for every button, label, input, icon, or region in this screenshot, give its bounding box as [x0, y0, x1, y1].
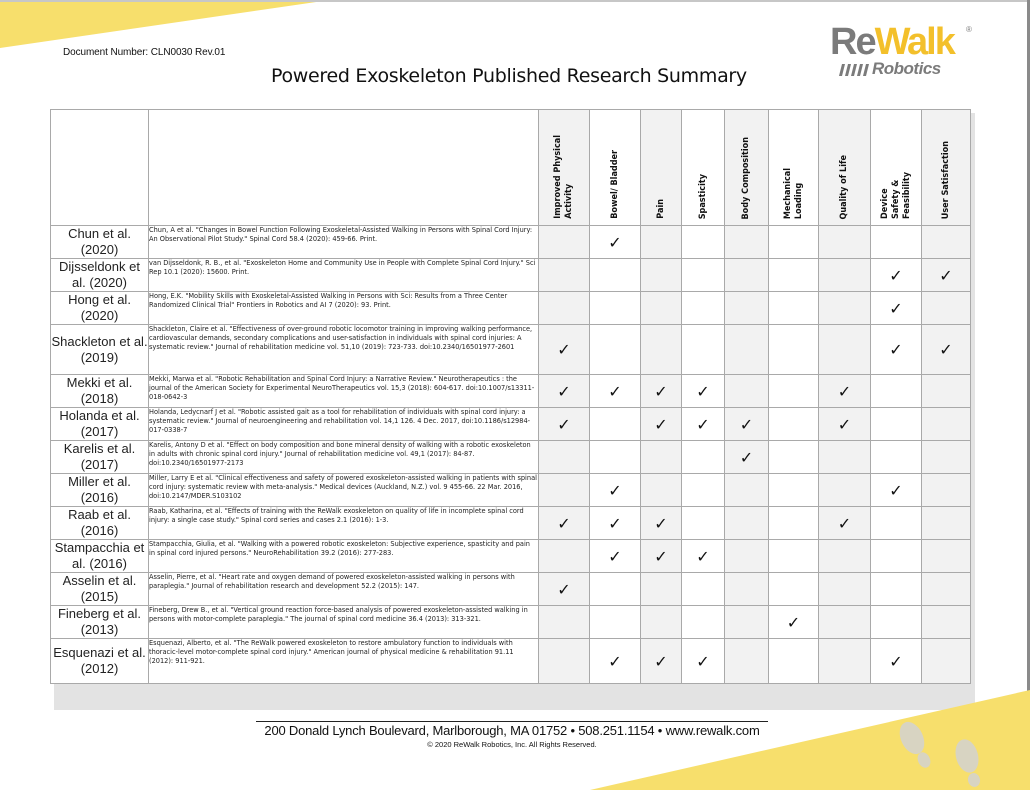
- check-mark-icon: ✓: [654, 546, 668, 566]
- row-citation: Stampacchia, Giulia, et al. "Walking with a powered robotic exoskeleton: Subjective experience, spasticity and pain in spinal cord injured persons." NeuroRehabilitation 39.2 (2016): 277-283.: [149, 540, 539, 573]
- row-author: Raab et al. (2016): [51, 507, 149, 540]
- check-cell: [871, 408, 922, 441]
- check-cell: [725, 408, 769, 441]
- table-body: [51, 226, 971, 684]
- check-mark-icon: ✓: [557, 340, 571, 359]
- check-cell: [590, 259, 641, 292]
- row-author: Dijsseldonk et al. (2020): [51, 259, 149, 292]
- check-cell: [682, 408, 725, 441]
- check-cell: [871, 292, 922, 325]
- check-cell: [539, 325, 590, 375]
- check-cell: [819, 639, 871, 684]
- check-cell: [539, 441, 590, 474]
- check-cell: [539, 292, 590, 325]
- row-author: Esquenazi et al. (2012): [51, 639, 149, 684]
- check-cell: [641, 507, 682, 540]
- row-citation: Chun, A et al. "Changes in Bowel Function Following Exoskeletal-Assisted Walking in Persons with Spinal Cord Injury: An Observational Pilot Study." Spinal Cord 58.4 (2020): 459-66. Print.: [149, 226, 539, 259]
- check-cell: [590, 474, 641, 507]
- check-cell: [682, 507, 725, 540]
- check-cell: [682, 540, 725, 573]
- check-mark-icon: ✓: [696, 651, 710, 671]
- check-mark-icon: ✓: [889, 265, 903, 285]
- table-row: [51, 639, 971, 684]
- header-citation-cell: [149, 110, 539, 226]
- check-mark-icon: ✓: [939, 265, 953, 285]
- check-cell: [922, 226, 971, 259]
- table-header-row: [51, 110, 971, 226]
- check-mark-icon: ✓: [654, 513, 668, 533]
- row-author: Karelis et al. (2017): [51, 441, 149, 474]
- check-mark-icon: ✓: [557, 513, 571, 533]
- row-author: Shackleton et al. (2019): [51, 325, 149, 375]
- check-cell: [641, 259, 682, 292]
- check-mark-icon: ✓: [608, 381, 622, 401]
- row-citation: Mekki, Marwa et al. "Robotic Rehabilitation and Spinal Cord Injury: a Narrative Review." Neurotherapeutics : the journal of the American Society for Experimental NeuroTherapeutics vol. 15,3 (2018): 604-617. doi:10.1007/s13311-018-0642-3: [149, 375, 539, 408]
- check-cell: [725, 573, 769, 606]
- check-cell: [682, 474, 725, 507]
- check-cell: [590, 375, 641, 408]
- check-cell: [725, 325, 769, 375]
- check-cell: [871, 325, 922, 375]
- check-cell: [769, 375, 819, 408]
- check-cell: [769, 606, 819, 639]
- table-row: [51, 375, 971, 408]
- check-cell: [590, 573, 641, 606]
- row-author: Fineberg et al. (2013): [51, 606, 149, 639]
- check-cell: [682, 573, 725, 606]
- check-cell: [590, 226, 641, 259]
- check-cell: [769, 540, 819, 573]
- check-cell: [871, 226, 922, 259]
- row-author: Hong et al. (2020): [51, 292, 149, 325]
- check-cell: [871, 474, 922, 507]
- row-citation: Karelis, Antony D et al. "Effect on body composition and bone mineral density of walking with a robotic exoskeleton in adults with chronic spinal cord injury." Journal of rehabilitation medicine vol. 49,1 (2017): 84-87. doi:10.2340/16501977-2173: [149, 441, 539, 474]
- table-row: [51, 474, 971, 507]
- row-citation: van Dijsseldonk, R. B., et al. "Exoskeleton Home and Community Use in People with Complete Spinal Cord Injury." Sci Rep 10.1 (2020): 15600. Print.: [149, 259, 539, 292]
- check-cell: [641, 408, 682, 441]
- table-row: [51, 292, 971, 325]
- check-cell: [590, 540, 641, 573]
- check-cell: [539, 375, 590, 408]
- row-citation: Asselin, Pierre, et al. "Heart rate and oxygen demand of powered exoskeleton-assisted walking in persons with paraplegia." Journal of rehabilitation research and development 52.2 (2015): 147.: [149, 573, 539, 606]
- check-cell: [871, 639, 922, 684]
- check-cell: [819, 408, 871, 441]
- check-cell: [539, 408, 590, 441]
- check-cell: [590, 325, 641, 375]
- check-cell: [922, 441, 971, 474]
- column-header-spasticity: Spasticity: [682, 110, 725, 226]
- check-mark-icon: ✓: [608, 546, 622, 566]
- check-cell: [769, 408, 819, 441]
- check-mark-icon: ✓: [889, 651, 903, 671]
- check-cell: [871, 375, 922, 408]
- check-cell: [539, 639, 590, 684]
- check-cell: [682, 639, 725, 684]
- check-cell: [922, 292, 971, 325]
- check-cell: [922, 259, 971, 292]
- check-cell: [769, 226, 819, 259]
- check-cell: [725, 441, 769, 474]
- check-mark-icon: ✓: [654, 651, 668, 671]
- check-cell: [539, 474, 590, 507]
- check-cell: [725, 375, 769, 408]
- footer-rule: [256, 721, 768, 722]
- column-header-device-safety-feasibility: Device Safety & Feasibility: [871, 110, 922, 226]
- check-cell: [769, 292, 819, 325]
- logo-stripes-icon: [838, 64, 872, 76]
- check-mark-icon: ✓: [654, 381, 668, 401]
- check-cell: [725, 292, 769, 325]
- check-cell: [539, 573, 590, 606]
- footer-copyright: © 2020 ReWalk Robotics, Inc. All Rights Reserved.: [427, 740, 597, 749]
- check-cell: [725, 259, 769, 292]
- table-row: [51, 408, 971, 441]
- check-mark-icon: ✓: [608, 513, 622, 533]
- row-citation: Esquenazi, Alberto, et al. "The ReWalk powered exoskeleton to restore ambulatory function to individuals with thoracic-level motor-complete spinal cord injury." American journal of physical medicine & rehabilitation 91.11 (2012): 911-921.: [149, 639, 539, 684]
- check-mark-icon: ✓: [557, 414, 571, 434]
- check-cell: [539, 226, 590, 259]
- check-cell: [819, 226, 871, 259]
- check-cell: [819, 259, 871, 292]
- check-cell: [682, 441, 725, 474]
- footprints-icon: [882, 708, 1002, 788]
- row-citation: Shackleton, Claire et al. "Effectiveness of over-ground robotic locomotor training in improving walking performance, cardiovascular demands, secondary complications and user-satisfaction in individuals with spinal cord injuries: A systematic review." Journal of rehabilitation medicine vol. 51,10 (2019): 723-733. doi:10.2340/16501977-2601: [149, 325, 539, 375]
- check-cell: [641, 226, 682, 259]
- check-cell: [725, 540, 769, 573]
- check-mark-icon: ✓: [696, 381, 710, 401]
- research-summary-table: [50, 109, 971, 684]
- check-cell: [819, 540, 871, 573]
- check-mark-icon: ✓: [608, 651, 622, 671]
- check-cell: [725, 639, 769, 684]
- check-cell: [922, 474, 971, 507]
- check-cell: [641, 441, 682, 474]
- table-row: [51, 441, 971, 474]
- check-cell: [641, 606, 682, 639]
- check-cell: [682, 226, 725, 259]
- document-number: Document Number: CLN0030 Rev.01: [63, 47, 226, 58]
- check-cell: [819, 375, 871, 408]
- check-cell: [769, 441, 819, 474]
- row-author: Mekki et al. (2018): [51, 375, 149, 408]
- check-mark-icon: ✓: [608, 480, 622, 500]
- check-mark-icon: ✓: [696, 414, 710, 434]
- check-mark-icon: ✓: [889, 480, 903, 500]
- check-cell: [539, 507, 590, 540]
- check-cell: [769, 573, 819, 606]
- check-cell: [539, 259, 590, 292]
- check-cell: [725, 507, 769, 540]
- check-cell: [682, 325, 725, 375]
- check-cell: [922, 408, 971, 441]
- check-cell: [641, 540, 682, 573]
- check-cell: [922, 375, 971, 408]
- check-cell: [590, 639, 641, 684]
- row-citation: Hong, E.K. "Mobility Skills with Exoskeletal-Assisted Walking in Persons with Sci: Results from a Three Center Randomized Clinical Trial" Frontiers in Robotics and AI 7 (2020): 93. Print.: [149, 292, 539, 325]
- check-mark-icon: ✓: [786, 612, 801, 632]
- table-row: [51, 226, 971, 259]
- check-cell: [539, 606, 590, 639]
- check-cell: [922, 325, 971, 375]
- check-cell: [871, 606, 922, 639]
- logo-registered-mark: ®: [966, 25, 972, 34]
- check-cell: [922, 606, 971, 639]
- row-author: Stampacchia et al. (2016): [51, 540, 149, 573]
- table-row: [51, 606, 971, 639]
- page-title: Powered Exoskeleton Published Research Summary: [271, 65, 747, 87]
- table-row: [51, 507, 971, 540]
- check-mark-icon: ✓: [654, 414, 668, 434]
- check-mark-icon: ✓: [889, 340, 903, 359]
- check-cell: [682, 606, 725, 639]
- row-author: Chun et al. (2020): [51, 226, 149, 259]
- row-author: Holanda et al. (2017): [51, 408, 149, 441]
- row-citation: Holanda, Ledycnarf J et al. "Robotic assisted gait as a tool for rehabilitation of individuals with spinal cord injury: a systematic review." Journal of neuroengineering and rehabilitation vol. 14,1 126. 4 Dec. 2017, doi:10.1186/s12984-017-0338-7: [149, 408, 539, 441]
- check-cell: [819, 325, 871, 375]
- column-header-quality-of-life: Quality of Life: [819, 110, 871, 226]
- check-cell: [819, 507, 871, 540]
- check-cell: [871, 259, 922, 292]
- check-cell: [590, 292, 641, 325]
- footer-address: 200 Donald Lynch Boulevard, Marlborough, MA 01752 • 508.251.1154 • www.rewalk.com: [264, 723, 760, 738]
- check-cell: [819, 441, 871, 474]
- check-mark-icon: ✓: [837, 513, 852, 533]
- check-cell: [641, 474, 682, 507]
- table-row: [51, 540, 971, 573]
- check-cell: [682, 259, 725, 292]
- check-cell: [682, 375, 725, 408]
- check-mark-icon: ✓: [837, 414, 852, 434]
- check-cell: [539, 540, 590, 573]
- check-cell: [725, 474, 769, 507]
- row-citation: Fineberg, Drew B., et al. "Vertical ground reaction force-based analysis of powered exoskeleton-assisted walking in persons with motor-complete paraplegia." The journal of spinal cord medicine 36.4 (2013): 313-321.: [149, 606, 539, 639]
- check-cell: [682, 292, 725, 325]
- check-cell: [769, 639, 819, 684]
- check-mark-icon: ✓: [608, 232, 622, 252]
- check-cell: [871, 441, 922, 474]
- check-cell: [922, 507, 971, 540]
- table-row: [51, 259, 971, 292]
- rewalk-logo: [830, 22, 975, 78]
- row-citation: Raab, Katharina, et al. "Effects of training with the ReWalk exoskeleton on quality of life in incomplete spinal cord injury: a single case study." Spinal cord series and cases 2.1 (2016): 1-3.: [149, 507, 539, 540]
- check-cell: [641, 292, 682, 325]
- column-header-pain: Pain: [641, 110, 682, 226]
- column-header-body-composition: Body Composition: [725, 110, 769, 226]
- check-mark-icon: ✓: [557, 579, 571, 599]
- table-row: [51, 325, 971, 375]
- check-cell: [590, 408, 641, 441]
- check-cell: [819, 606, 871, 639]
- check-cell: [641, 639, 682, 684]
- column-header-improved-physical-activity: Improved Physical Activity: [539, 110, 590, 226]
- check-cell: [819, 292, 871, 325]
- logo-wordmark: ReWalk: [830, 21, 954, 63]
- row-author: Asselin et al. (2015): [51, 573, 149, 606]
- check-cell: [922, 639, 971, 684]
- check-cell: [871, 573, 922, 606]
- check-cell: [922, 573, 971, 606]
- check-cell: [641, 573, 682, 606]
- check-cell: [725, 606, 769, 639]
- check-mark-icon: ✓: [696, 546, 710, 566]
- check-mark-icon: ✓: [739, 414, 754, 434]
- logo-subtitle: Robotics: [872, 59, 941, 78]
- check-cell: [871, 507, 922, 540]
- check-cell: [769, 507, 819, 540]
- page-top-edge: [0, 0, 1030, 2]
- check-cell: [819, 474, 871, 507]
- table-row: [51, 573, 971, 606]
- check-cell: [590, 507, 641, 540]
- check-mark-icon: ✓: [557, 381, 571, 401]
- check-cell: [641, 325, 682, 375]
- check-cell: [922, 540, 971, 573]
- column-header-mechanical-loading: Mechanical Loading: [769, 110, 819, 226]
- check-mark-icon: ✓: [739, 447, 754, 467]
- column-header-user-satisfaction: User Satisfaction: [922, 110, 971, 226]
- check-cell: [769, 325, 819, 375]
- check-cell: [769, 474, 819, 507]
- check-cell: [590, 606, 641, 639]
- check-cell: [641, 375, 682, 408]
- check-cell: [590, 441, 641, 474]
- check-mark-icon: ✓: [837, 381, 852, 401]
- row-author: Miller et al. (2016): [51, 474, 149, 507]
- check-cell: [725, 226, 769, 259]
- row-citation: Miller, Larry E et al. "Clinical effectiveness and safety of powered exoskeleton-assisted walking in patients with spinal cord injury: systematic review with meta-analysis." Medical devices (Auckland, N.Z.) vol. 9 455-66. 22 Mar. 2016, doi:10.2147/MDER.S103102: [149, 474, 539, 507]
- header-author-cell: [51, 110, 149, 226]
- check-cell: [871, 540, 922, 573]
- check-cell: [819, 573, 871, 606]
- column-header-bowel-bladder: Bowel/ Bladder: [590, 110, 641, 226]
- check-mark-icon: ✓: [939, 340, 953, 359]
- check-mark-icon: ✓: [889, 298, 903, 318]
- check-cell: [769, 259, 819, 292]
